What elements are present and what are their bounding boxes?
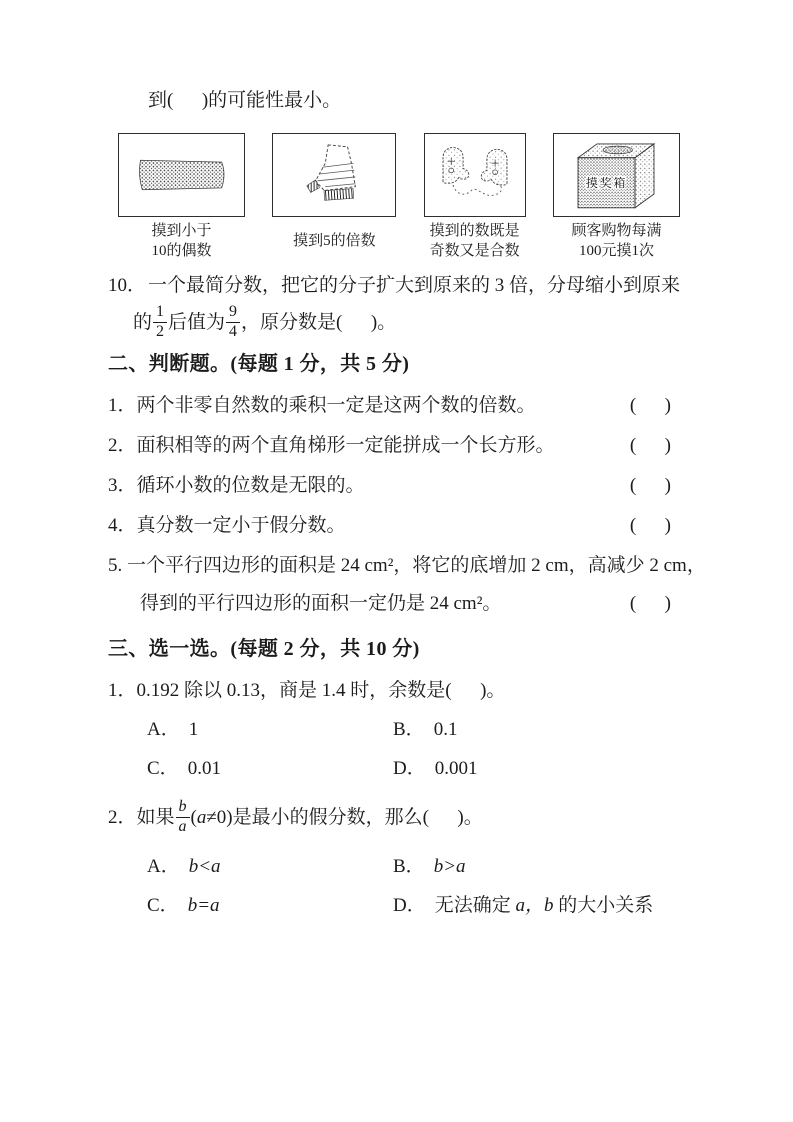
figure-caption: 摸到5的倍数 — [293, 233, 376, 250]
fraction-b-over-a: $\frac{b}{a}$ — [176, 799, 190, 836]
judge-item-4: 4．真分数一定小于假分数。 ( ) — [108, 513, 685, 538]
fabric-roll-illustration — [130, 151, 234, 199]
option-d: D． 无法确定 a，b 的大小关系 — [393, 894, 654, 916]
option-b: B． b>a — [393, 855, 466, 877]
judge-item-5-line2: 得到的平行四边形的面积一定仍是 24 cm²。 ( ) — [140, 591, 685, 616]
option-d: D． 0.001 — [393, 758, 478, 780]
choice-q1-stem: 1．0.192 除以 0.13，商是 1.4 时，余数是( )。 — [108, 680, 506, 701]
answer-blank: ( ) — [629, 475, 671, 497]
mittens-illustration — [431, 143, 519, 207]
figure-card-mittens — [424, 133, 526, 261]
option-a: A． b<a — [147, 855, 221, 877]
figure-caption: 顾客购物每满 100元摸1次 — [571, 223, 662, 260]
judge-item-1: 1．两个非零自然数的乘积一定是这两个数的倍数。 ( ) — [108, 393, 685, 418]
q9-continuation-line: 到( )的可能性最小。 — [148, 90, 342, 111]
scarf-illustration — [289, 142, 379, 208]
choice-q2-options — [147, 854, 685, 918]
answer-blank: ( ) — [629, 592, 671, 614]
figure-frame — [272, 133, 396, 217]
figure-caption: 摸到的数既是 奇数又是合数 — [429, 223, 520, 260]
option-c: C． b=a — [147, 894, 220, 916]
answer-blank: ( ) — [629, 515, 671, 537]
fraction-one-half: $\frac{1}{2}$ — [153, 304, 167, 341]
question-10-line1 — [108, 273, 685, 298]
option-a: A． 1 — [147, 719, 199, 741]
question-10-line2: 的 $\frac{1}{2}$ 后值为 $\frac{9}{4}$ ，原分数是( )。 — [133, 303, 397, 340]
figure-row — [118, 133, 680, 261]
question-10-text: 一个最简分数，把它的分子扩大到原来的 3 倍，分母缩小到原来 — [148, 275, 681, 297]
prize-box-label: 摸奖箱 — [586, 176, 628, 191]
option-c: C． 0.01 — [147, 758, 221, 780]
judge-section-title: 二、判断题。(每题 1 分，共 5 分) — [108, 352, 410, 375]
figure-frame — [553, 133, 680, 217]
judge-item-2: 2．面积相等的两个直角梯形一定能拼成一个长方形。 ( ) — [108, 433, 685, 458]
coin-slot — [604, 146, 633, 154]
judge-item-3: 3．循环小数的位数是无限的。 ( ) — [108, 473, 685, 498]
figure-card-prize-box — [553, 133, 680, 261]
choice-q2-stem: 2．如果 $\frac{b}{a}$ ( a ≠0)是最小的假分数，那么( )。 — [108, 798, 483, 836]
answer-blank: ( ) — [629, 395, 671, 417]
option-b: B． 0.1 — [393, 719, 458, 741]
question-10-number: 10． — [108, 275, 147, 297]
answer-blank: ( ) — [629, 435, 671, 457]
figure-frame — [118, 133, 245, 217]
figure-frame — [424, 133, 526, 217]
figure-card-fabric-roll — [118, 133, 245, 261]
prize-box-illustration — [563, 137, 669, 213]
judge-item-5-line1: 5. 一个平行四边形的面积是 24 cm²，将它的底增加 2 cm，高减少 2 cm， — [108, 555, 706, 577]
choice-q1-options — [147, 717, 685, 781]
figure-caption: 摸到小于 10的偶数 — [151, 223, 212, 260]
choice-section-title: 三、选一选。(每题 2 分，共 10 分) — [108, 637, 420, 660]
fraction-nine-fourths: $\frac{9}{4}$ — [226, 304, 240, 341]
figure-card-scarf — [272, 133, 396, 261]
